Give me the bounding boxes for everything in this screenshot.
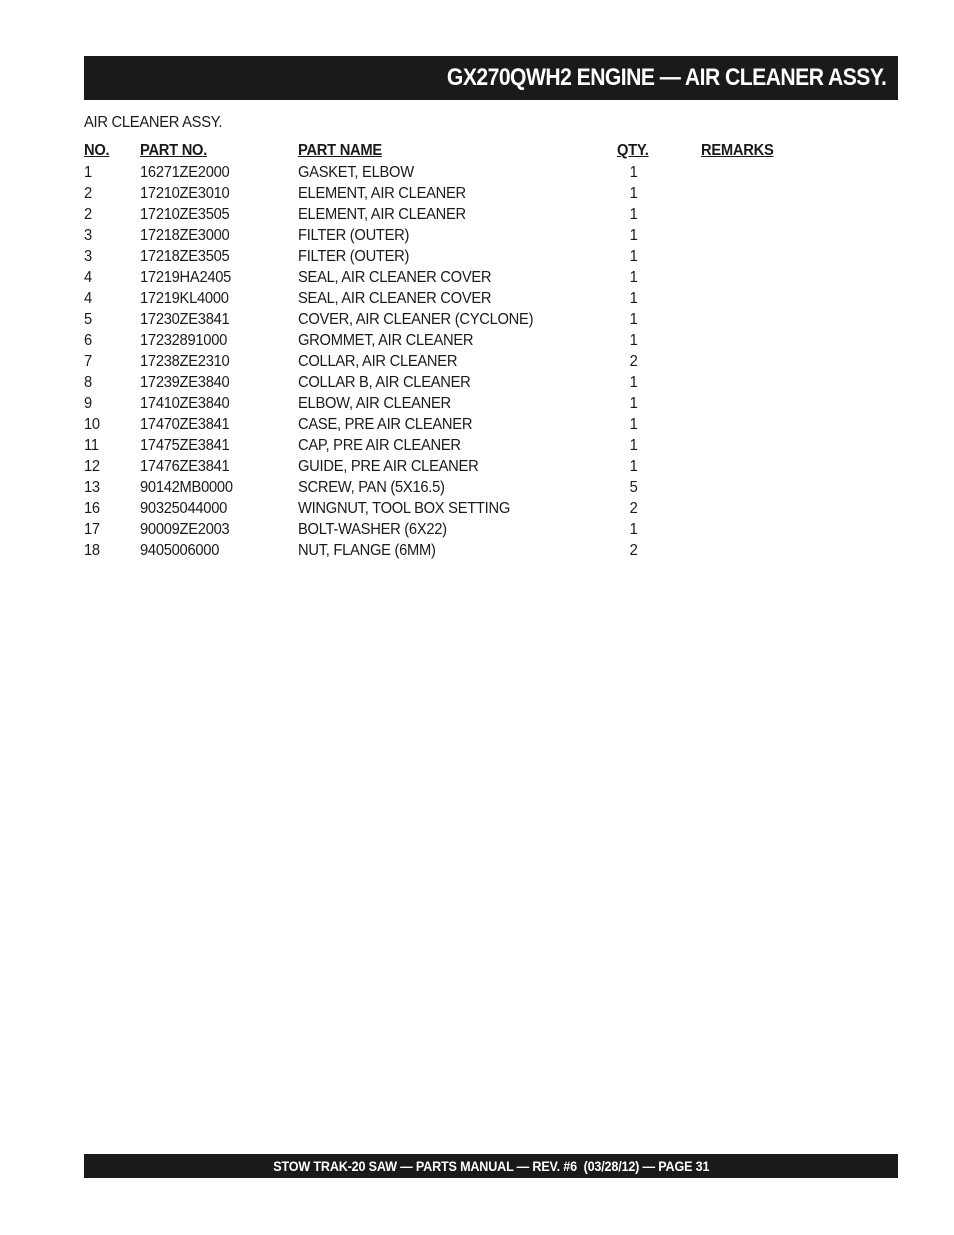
cell-qty: 1 [629,437,638,454]
table-row [84,414,804,435]
cell-part-no: 17410ZE3840 [140,395,230,412]
table-row [84,267,804,288]
cell-part-name: GUIDE, PRE AIR CLEANER [298,458,479,475]
cell-no: 3 [84,248,92,265]
section-title: AIR CLEANER ASSY. [84,114,223,131]
cell-no: 18 [84,542,100,559]
table-row [84,330,804,351]
cell-part-no: 17230ZE3841 [140,311,230,328]
cell-part-no: 17476ZE3841 [140,458,230,475]
column-header-remarks: REMARKS [701,142,774,159]
cell-part-name: SEAL, AIR CLEANER COVER [298,269,492,286]
cell-part-name: COLLAR, AIR CLEANER [298,353,458,370]
title-bar [84,56,898,100]
cell-qty: 1 [629,374,638,391]
cell-no: 4 [84,290,92,307]
cell-part-no: 17238ZE2310 [140,353,230,370]
cell-part-no: 90325044000 [140,500,228,517]
table-body [84,162,804,561]
cell-qty: 1 [629,248,638,265]
table-row [84,519,804,540]
cell-no: 4 [84,269,92,286]
cell-qty: 1 [629,395,638,412]
cell-part-no: 17219HA2405 [140,269,232,286]
cell-part-name: SCREW, PAN (5X16.5) [298,479,445,496]
cell-no: 3 [84,227,92,244]
cell-no: 2 [84,206,92,223]
column-header-part-no: PART NO. [140,142,208,159]
cell-part-name: CAP, PRE AIR CLEANER [298,437,461,454]
cell-qty: 1 [629,311,638,328]
cell-no: 6 [84,332,92,349]
table-row [84,162,804,183]
cell-part-no: 17219KL4000 [140,290,229,307]
column-header-no: NO. [84,142,110,159]
cell-part-name: ELBOW, AIR CLEANER [298,395,451,412]
cell-no: 10 [84,416,100,433]
cell-part-name: CASE, PRE AIR CLEANER [298,416,473,433]
table-row [84,456,804,477]
cell-part-name: GROMMET, AIR CLEANER [298,332,474,349]
table-row [84,183,804,204]
cell-qty: 1 [629,332,638,349]
cell-qty: 1 [629,458,638,475]
table-row [84,309,804,330]
cell-part-name: ELEMENT, AIR CLEANER [298,206,466,223]
cell-part-no: 90009ZE2003 [140,521,230,538]
cell-qty: 2 [629,542,638,559]
cell-part-no: 9405006000 [140,542,220,559]
cell-no: 2 [84,185,92,202]
table-header-row [84,140,804,162]
column-header-qty: QTY. [617,142,649,159]
footer-text: STOW TRAK-20 SAW — PARTS MANUAL — REV. #6 (03/28/12) — PAGE 31 [272,1158,710,1174]
cell-part-name: FILTER (OUTER) [298,227,410,244]
table-row [84,393,804,414]
cell-part-name: WINGNUT, TOOL BOX SETTING [298,500,511,517]
column-header-part-name: PART NAME [298,142,382,159]
cell-no: 13 [84,479,100,496]
cell-qty: 1 [629,164,638,181]
cell-part-no: 17218ZE3505 [140,248,230,265]
cell-qty: 1 [629,269,638,286]
cell-part-name: GASKET, ELBOW [298,164,414,181]
cell-no: 1 [84,164,92,181]
cell-part-no: 17239ZE3840 [140,374,230,391]
table-row [84,288,804,309]
table-row [84,351,804,372]
cell-part-name: SEAL, AIR CLEANER COVER [298,290,492,307]
cell-no: 9 [84,395,92,412]
table-row [84,372,804,393]
table-row [84,477,804,498]
cell-part-no: 17210ZE3010 [140,185,230,202]
cell-part-name: NUT, FLANGE (6MM) [298,542,436,559]
parts-table [84,140,804,561]
cell-part-no: 17232891000 [140,332,228,349]
footer-bar [84,1154,898,1178]
cell-qty: 1 [629,227,638,244]
cell-no: 8 [84,374,92,391]
table-row [84,246,804,267]
cell-qty: 1 [629,185,638,202]
cell-no: 11 [84,437,99,454]
table-row [84,498,804,519]
table-row [84,225,804,246]
cell-part-name: COLLAR B, AIR CLEANER [298,374,471,391]
table-row [84,435,804,456]
cell-part-no: 17218ZE3000 [140,227,230,244]
cell-part-name: COVER, AIR CLEANER (CYCLONE) [298,311,534,328]
cell-qty: 1 [629,521,638,538]
table-row [84,204,804,225]
cell-qty: 5 [629,479,638,496]
cell-part-no: 16271ZE2000 [140,164,230,181]
cell-part-name: BOLT-WASHER (6X22) [298,521,447,538]
cell-qty: 2 [629,500,638,517]
cell-part-no: 17210ZE3505 [140,206,230,223]
cell-qty: 1 [629,206,638,223]
cell-no: 5 [84,311,92,328]
cell-no: 16 [84,500,100,517]
cell-part-no: 17475ZE3841 [140,437,230,454]
cell-part-name: ELEMENT, AIR CLEANER [298,185,466,202]
cell-part-name: FILTER (OUTER) [298,248,410,265]
cell-no: 17 [84,521,100,538]
cell-no: 12 [84,458,100,475]
table-row [84,540,804,561]
cell-qty: 1 [629,290,638,307]
page-title: GX270QWH2 ENGINE — AIR CLEANER ASSY. [446,64,886,91]
cell-qty: 1 [629,416,638,433]
cell-part-no: 17470ZE3841 [140,416,230,433]
cell-qty: 2 [629,353,638,370]
cell-no: 7 [84,353,92,370]
cell-part-no: 90142MB0000 [140,479,233,496]
